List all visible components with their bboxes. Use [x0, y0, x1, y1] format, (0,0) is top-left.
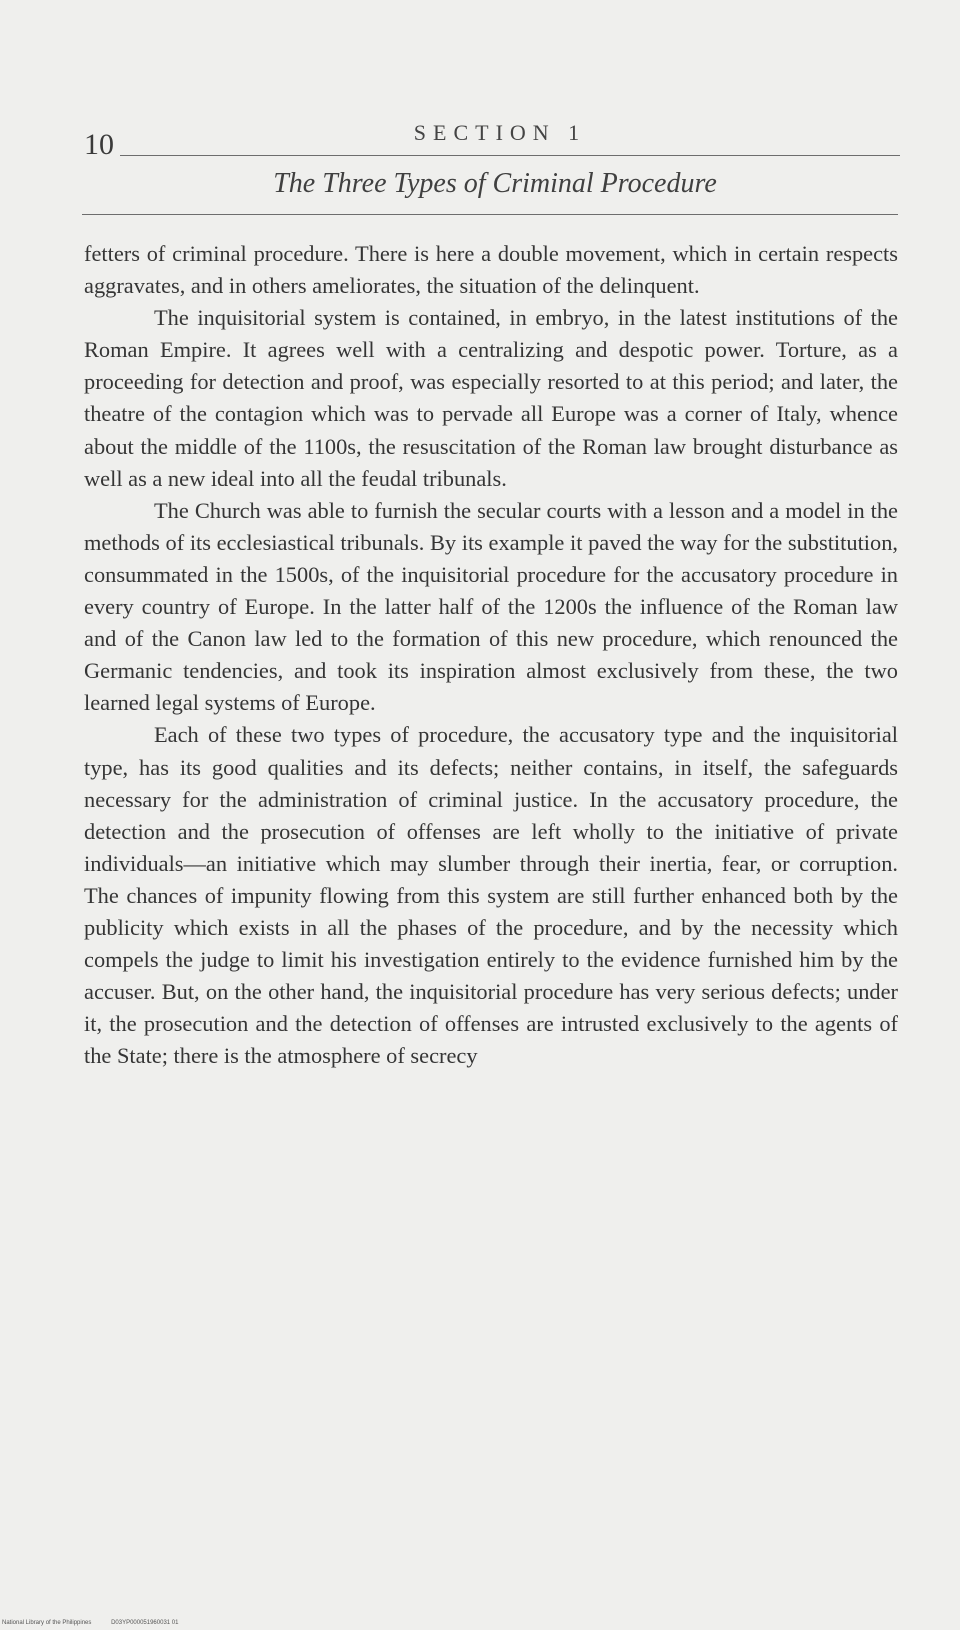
paragraph: The Church was able to furnish the secular courts with a lesson and a model in the methods of its ecclesiastical tribunals. By its example it paved the way for the substitution, consummated in the 1500s, of the inquisitorial procedure for the accusatory procedure in every country of Europe. In the latter half of the 1200s the influence of the Roman law and of the Canon law led to the formation of this new procedure, which renounced the Germanic tendencies, and took its inspiration almost exclusively from these, the two learned legal systems of Europe.	[84, 497, 898, 716]
body-text	[84, 238, 898, 1072]
page-number: 10	[84, 128, 114, 161]
running-title: The Three Types of Criminal Procedure	[273, 168, 717, 199]
paragraph: Each of these two types of procedure, the accusatory type and the inquisitorial type, has its good qualities and its defects; neither contains, in itself, the safeguards necessary for the administration of criminal justice. In the accusatory procedure, the detection and the prosecution of offenses are left wholly to the initiative of private individuals—an initiative which may slumber through their inertia, fear, or corruption. The chances of impunity flowing from this system are still further enhanced both by the publicity which exists in all the phases of the procedure, and by the necessity which compels the judge to limit his investigation entirely to the evidence furnished him by the accuser. But, on the other hand, the inquisitorial procedure has very serious defects; under it, the prosecution and the detection of offenses are intrusted exclusively to the agents of the State; there is the atmosphere of secrecy	[84, 722, 898, 1069]
header-rule-bottom	[82, 214, 898, 215]
section-label: SECTION 1	[413, 120, 587, 145]
paragraph: The inquisitorial system is contained, in embryo, in the latest institutions of the Roman Empire. It agrees well with a centralizing and despotic power. Torture, as a proceeding for detection and proof, was especially resorted to at this period; and later, the theatre of the contagion which was to pervade all Europe was a corner of Italy, whence about the middle of the 1100s, the resuscitation of the Roman law brought disturbance as well as a new ideal into all the feudal tribunals.	[84, 305, 898, 491]
footer-identifier: D03YP000051960031 01	[111, 1620, 179, 1626]
paragraph: fetters of criminal procedure. There is here a double movement, which in certain respects aggravates, and in others ameliorates, the situation of the delinquent.	[84, 241, 898, 299]
header-rule-top	[120, 155, 900, 156]
scan-footer	[2, 1620, 196, 1626]
footer-library: National Library of the Philippines	[2, 1620, 92, 1626]
